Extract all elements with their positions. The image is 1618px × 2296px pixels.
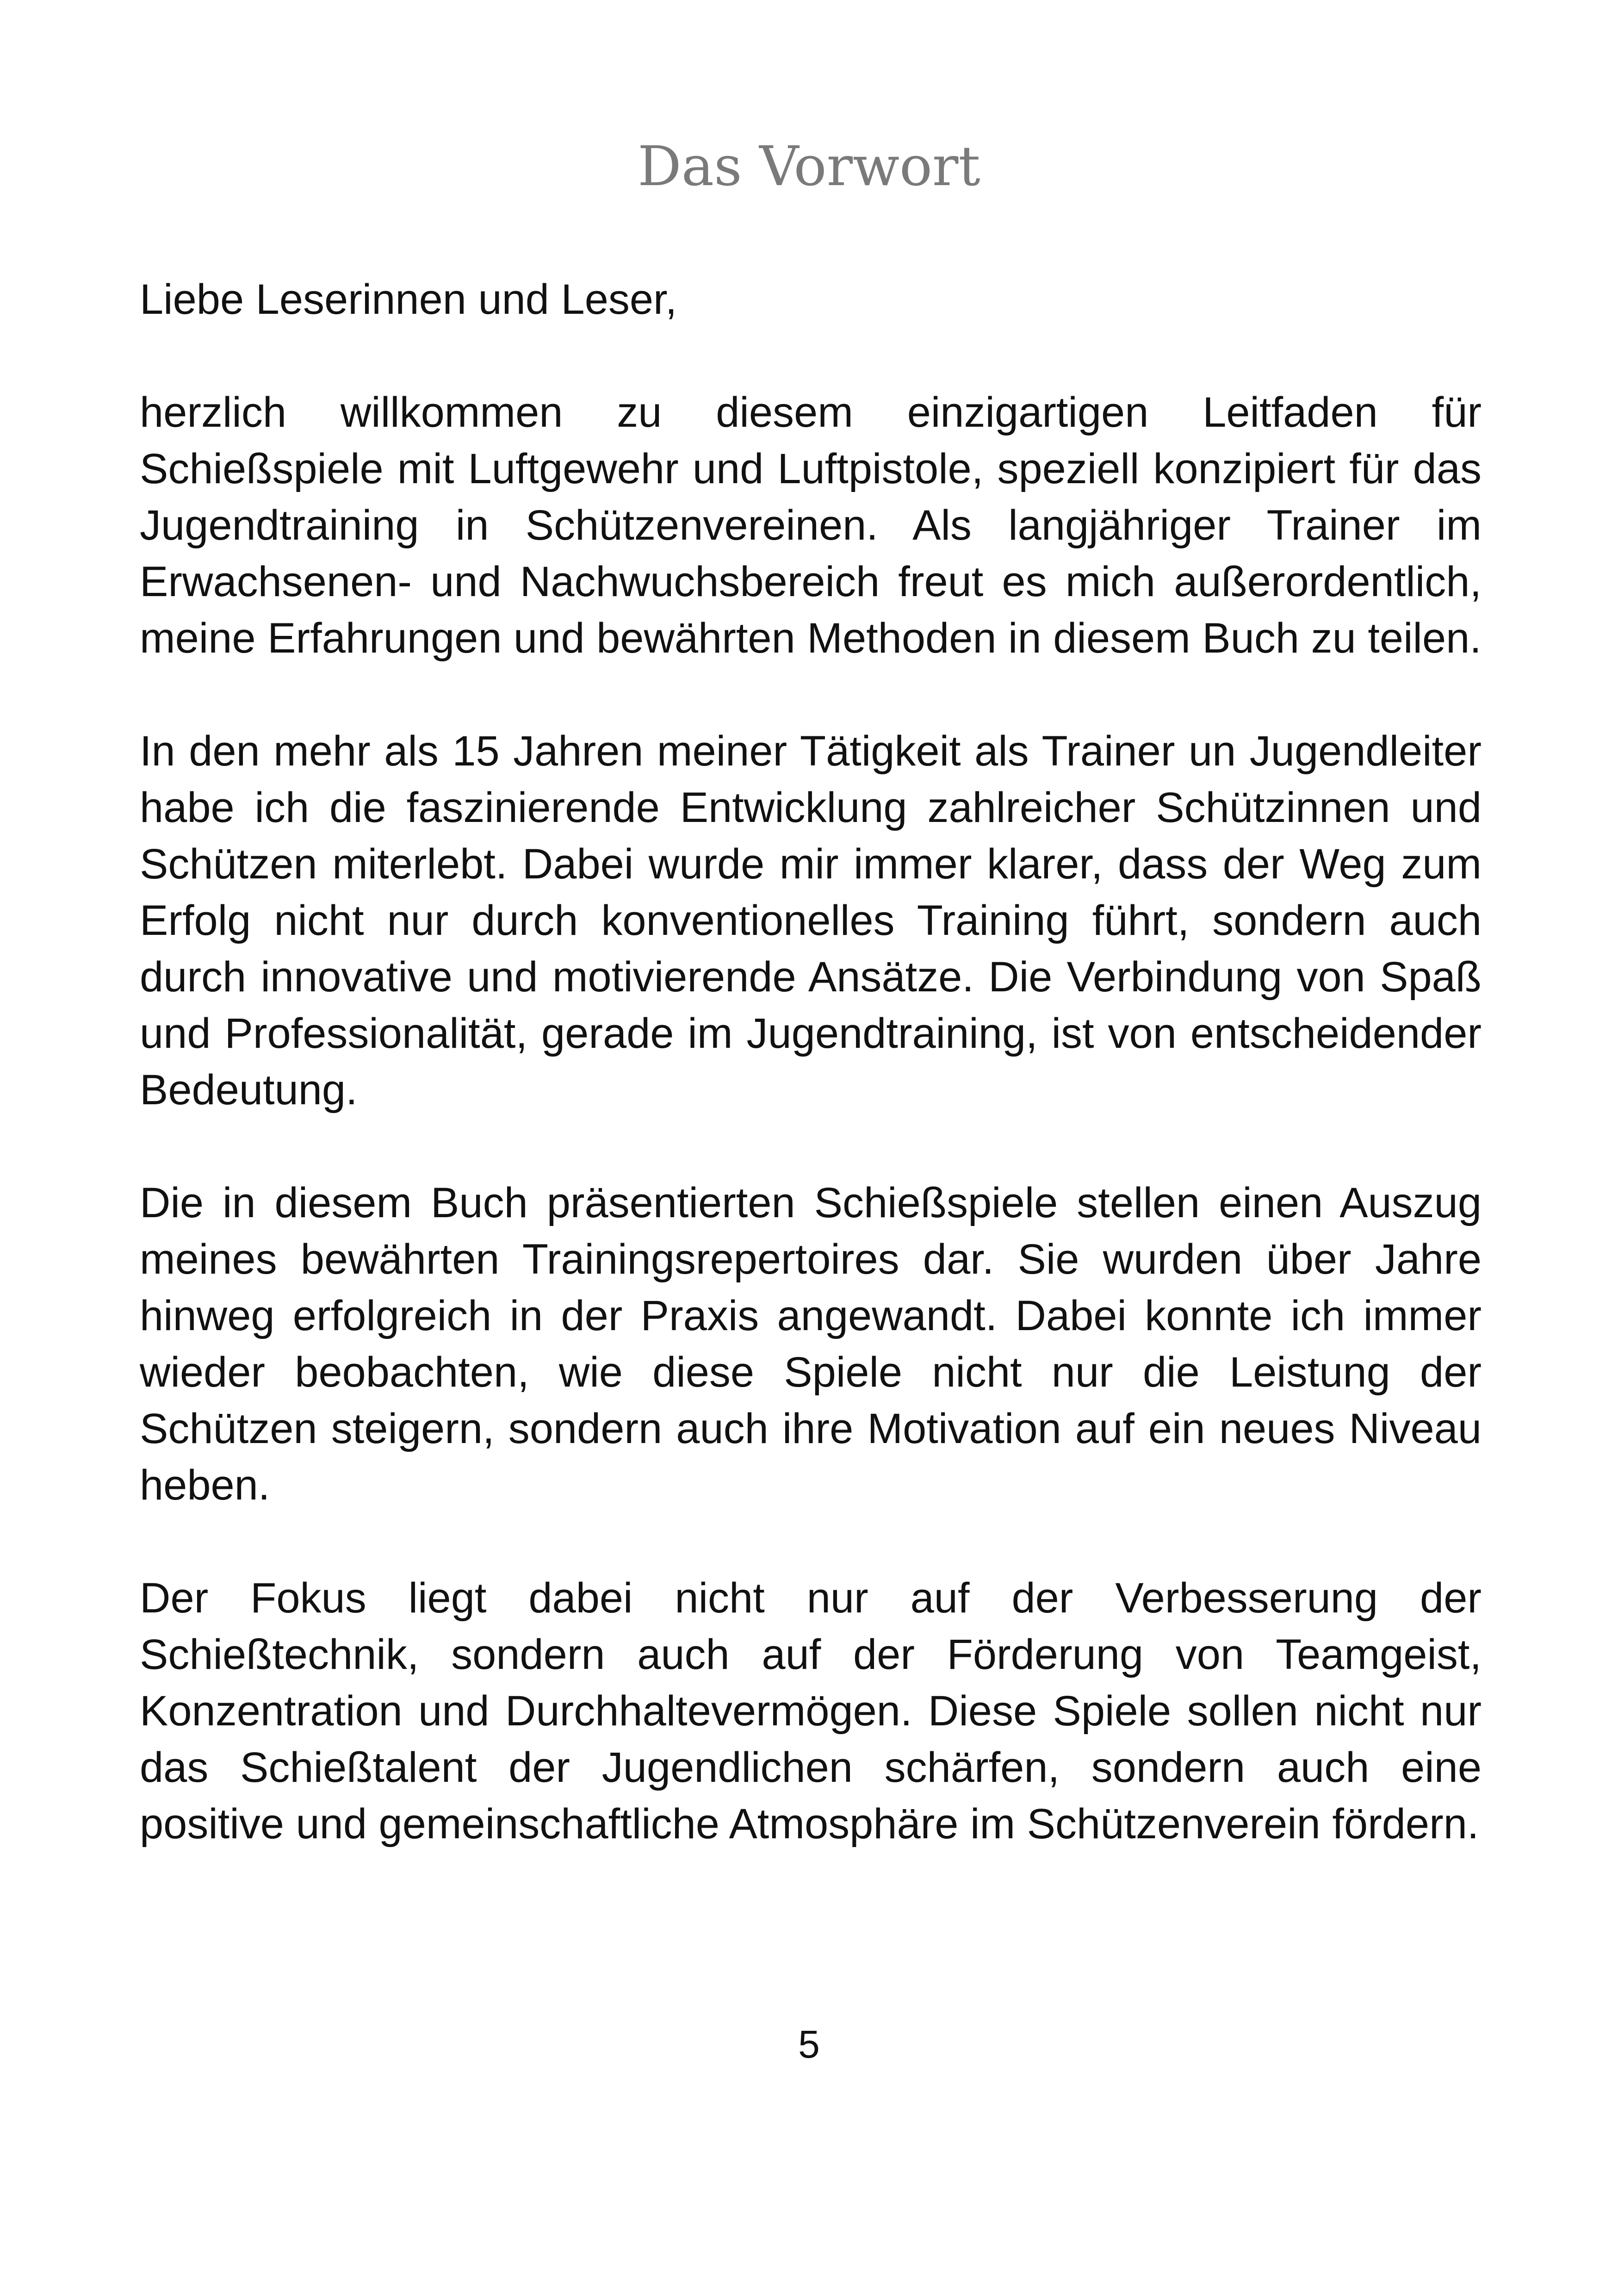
body-text	[140, 271, 1482, 1852]
paragraph-2: In den mehr als 15 Jahren meiner Tätigkeit als Trainer un Jugendleiter habe ich die faszinierende Entwicklung zahlreicher Schützinnen und Schützen miterlebt. Dabei wurde mir immer klarer, dass der Weg zum Erfolg nicht nur durch konventionelles Training führt, sondern auch durch innovative und motivierende Ansätze. Die Verbindung von Spaß und Professionalität, gerade im Jugendtraining, ist von entscheidender Bedeutung.	[140, 728, 1482, 1114]
page-number: 5	[798, 2022, 820, 2066]
salutation: Liebe Leserinnen und Leser,	[140, 276, 677, 323]
paragraph-3: Die in diesem Buch präsentierten Schießspiele stellen einen Auszug meines bewährten Trainingsrepertoires dar. Sie wurden über Jahre hinweg erfolgreich in der Praxis angewandt. Dabei konnte ich immer wieder beobachten, wie diese Spiele nicht nur die Leistung der Schützen steigern, sondern auch ihre Motivation auf ein neues Niveau heben.	[140, 1179, 1482, 1509]
paragraph-1: herzlich willkommen zu diesem einzigartigen Leitfaden für Schießspiele mit Luftgewehr und Luftpistole, speziell konzipiert für das Jugendtraining in Schützenvereinen. Als langjähriger Trainer im Erwachsenen- und Nachwuchsbereich freut es mich außerordentlich, meine Erfahrungen und bewährten Methoden in diesem Buch zu teilen.	[140, 389, 1482, 662]
paragraph-4: Der Fokus liegt dabei nicht nur auf der Verbesserung der Schießtechnik, sondern auch auf der Förderung von Teamgeist, Konzentration und Durchhaltevermögen. Diese Spiele sollen nicht nur das Schießtalent der Jugendlichen schärfen, sondern auch eine positive und gemeinschaftliche Atmosphäre im Schützenverein fördern.	[140, 1574, 1482, 1848]
page-title: Das Vorwort	[638, 134, 980, 198]
